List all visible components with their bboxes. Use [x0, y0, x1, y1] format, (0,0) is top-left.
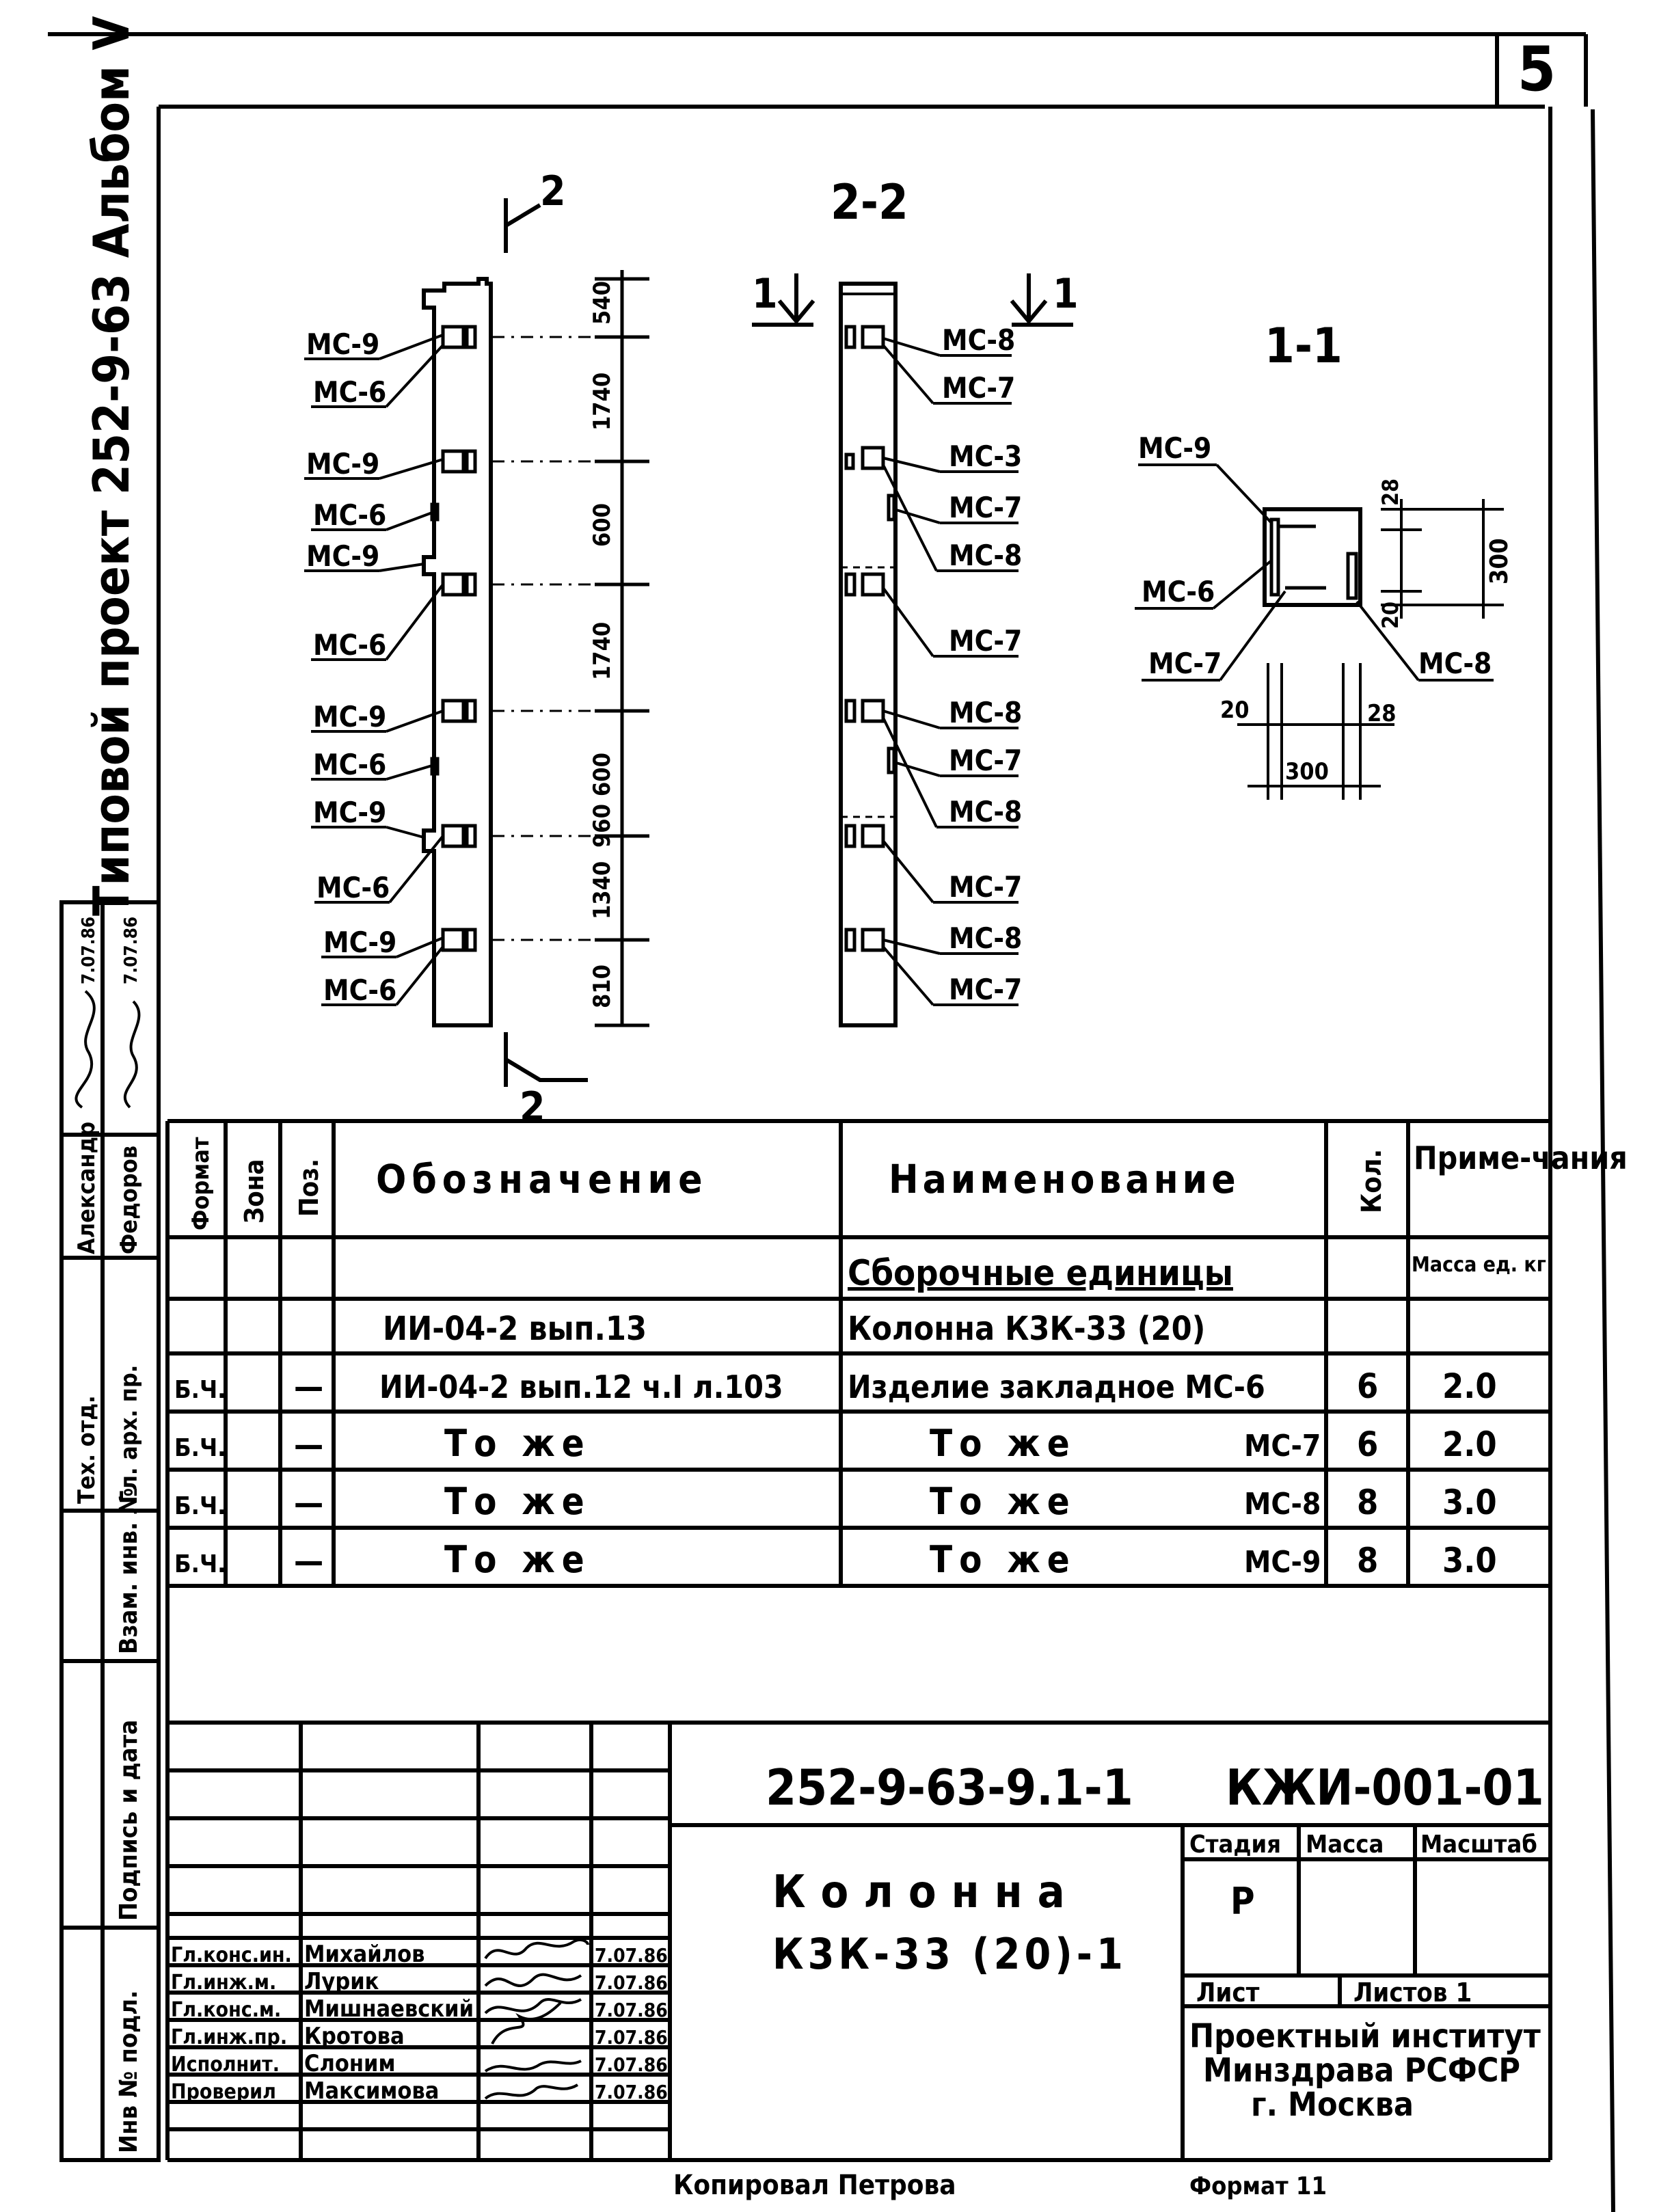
- section-2-2-view: [752, 174, 1079, 1025]
- stamp-signature-date: Подпись и дата: [115, 1719, 143, 1921]
- left-label-9: МС-9: [313, 796, 387, 829]
- row-4-pos: —: [294, 1484, 324, 1522]
- hdr-format: Формат: [187, 1137, 215, 1230]
- s11-label-mc7: МС-7: [1148, 647, 1222, 680]
- signer-2-name: Лурик: [304, 1968, 379, 1995]
- signer-5-date: 7.07.86: [595, 2053, 668, 2076]
- row-3-mark: МС-7: [1244, 1429, 1321, 1464]
- section-row-name: Сборочные единицы: [848, 1253, 1233, 1294]
- page-number: 5: [1517, 33, 1556, 105]
- sign-name-1: Александр: [73, 1121, 100, 1254]
- left-dim-4: 1740: [589, 621, 616, 680]
- org-line-2: Минздрава РСФСР: [1203, 2051, 1521, 2090]
- hdr-notes: Приме-чания: [1414, 1139, 1628, 1176]
- hdr-qty: Кол.: [1356, 1148, 1388, 1213]
- mid-label-8: МС-7: [949, 744, 1023, 777]
- left-dim-2: 1740: [589, 372, 616, 431]
- row-5-qty: 8: [1357, 1541, 1379, 1580]
- section-cut-mark-top: [506, 198, 540, 253]
- row-5-mark: МС-9: [1244, 1545, 1321, 1580]
- signer-1-role: Гл.конс.ин.: [171, 1943, 292, 1967]
- mid-label-5: МС-8: [949, 539, 1023, 572]
- left-label-3: МС-9: [306, 447, 380, 481]
- doc-code: 252-9-63-9.1-1 КЖИ-001-01: [766, 1759, 1544, 1816]
- row-2-notes: 2.0: [1442, 1366, 1497, 1406]
- signer-5-role: Исполнит.: [171, 2053, 280, 2077]
- s11-label-mc6: МС-6: [1142, 575, 1215, 608]
- sign-role-2: Гл. арх. пр.: [116, 1364, 143, 1504]
- left-label-8: МС-6: [313, 748, 387, 781]
- row-4-format: Б.Ч.: [174, 1492, 226, 1520]
- signer-4-name: Кротова: [304, 2023, 405, 2050]
- left-label-10: МС-6: [316, 871, 390, 904]
- sign-name-2: Федоров: [116, 1145, 143, 1254]
- mid-label-9: МС-8: [949, 795, 1023, 828]
- stamp-inv-orig: Инв № подл.: [115, 1990, 143, 2153]
- row-4-qty: 8: [1357, 1483, 1379, 1522]
- mid-leaders: [883, 338, 1019, 1005]
- section-1-left-label: 1: [752, 270, 778, 318]
- signer-3-role: Гл.конс.м.: [171, 1998, 282, 2022]
- stage-value: Р: [1230, 1880, 1255, 1923]
- left-dim-1: 540: [589, 281, 616, 325]
- title-block: [167, 1723, 1550, 2160]
- side-signature-1: [76, 991, 94, 1107]
- copied-by: Копировал Петрова: [673, 2170, 956, 2201]
- sign-date-1: 7.07.86: [79, 916, 99, 984]
- row-2-format: Б.Ч.: [174, 1376, 226, 1404]
- section-11-plates: [1271, 520, 1356, 598]
- s11-dim-20-h: 20: [1220, 697, 1250, 724]
- sign-role-1: Тех. отд.: [73, 1395, 100, 1504]
- s11-dim-28-h: 28: [1367, 700, 1397, 727]
- mid-label-6: МС-7: [949, 624, 1023, 658]
- left-dim-6: 960: [589, 804, 616, 848]
- title-line-2: К3К-33 (20)-1: [772, 1929, 1127, 1979]
- row-1-name: Колонна К3К-33 (20): [848, 1310, 1206, 1348]
- stage-label: Стадия: [1189, 1831, 1282, 1859]
- row-5-format: Б.Ч.: [174, 1550, 226, 1578]
- row-2-pos: —: [294, 1368, 324, 1406]
- hdr-pos: Поз.: [294, 1159, 324, 1217]
- column-mid-outline: [841, 284, 895, 1025]
- mid-label-12: МС-7: [949, 973, 1023, 1006]
- row-3-qty: 6: [1357, 1425, 1379, 1464]
- signer-1-date: 7.07.86: [595, 1944, 668, 1967]
- mid-label-2: МС-7: [942, 371, 1016, 405]
- hdr-designation: Обозначение: [376, 1156, 708, 1202]
- s11-label-mc9: МС-9: [1138, 431, 1212, 465]
- left-label-1: МС-9: [306, 327, 380, 361]
- left-label-5: МС-9: [306, 539, 380, 573]
- signer-4-date: 7.07.86: [595, 2026, 668, 2049]
- left-leaders: [304, 335, 443, 1005]
- row-5-pos: —: [294, 1542, 324, 1580]
- mid-label-4: МС-7: [949, 491, 1023, 524]
- left-dim-5: 600: [589, 753, 616, 796]
- format-label: Формат 11: [1189, 2172, 1327, 2200]
- mid-label-7: МС-8: [949, 696, 1023, 729]
- sheets-label: Листов 1: [1353, 1978, 1472, 2008]
- section-11-title: 1-1: [1265, 318, 1343, 374]
- signer-3-date: 7.07.86: [595, 1999, 668, 2021]
- section-1-1-view: [1135, 318, 1513, 800]
- sign-date-2: 7.07.86: [121, 916, 141, 984]
- left-dim-8: 810: [589, 965, 616, 1008]
- embedded-items-mid: [846, 327, 894, 950]
- left-label-4: МС-6: [313, 498, 387, 532]
- section-row-notes: Масса ед. кг: [1412, 1253, 1546, 1277]
- signer-5-name: Слоним: [304, 2050, 396, 2077]
- album-title: Типовой проект 252-9-63 Альбом V: [83, 16, 140, 916]
- row-2-name: Изделие закладное МС-6: [848, 1368, 1265, 1405]
- left-label-11: МС-9: [323, 926, 397, 959]
- signer-6-date: 7.07.86: [595, 2081, 668, 2103]
- row-5-designation: То же: [444, 1538, 591, 1581]
- mid-label-1: МС-8: [942, 323, 1016, 357]
- row-4-designation: То же: [444, 1480, 591, 1523]
- title-line-1: Колонна: [772, 1865, 1080, 1918]
- row-3-name: То же: [930, 1422, 1077, 1465]
- mid-dashed-bands: [841, 567, 895, 817]
- section-cut-mark-bottom: [506, 1032, 588, 1087]
- section-22-title: 2-2: [831, 174, 908, 230]
- column-left-outline: [424, 279, 491, 1025]
- row-2-qty: 6: [1357, 1366, 1379, 1406]
- mid-label-11: МС-8: [949, 921, 1023, 955]
- section-cut-top-label: 2: [540, 167, 566, 215]
- embedded-items-left: [432, 327, 475, 950]
- mid-label-10: МС-7: [949, 870, 1023, 904]
- s11-dim-20-v: 20: [1377, 601, 1403, 629]
- s11-dim-300-h: 300: [1285, 758, 1329, 785]
- left-dim-7: 1340: [589, 861, 616, 919]
- left-label-7: МС-9: [313, 700, 387, 733]
- signer-3-name: Мишнаевский: [304, 1995, 474, 2023]
- signer-1-name: Михайлов: [304, 1941, 425, 1968]
- left-label-12: МС-6: [323, 973, 397, 1007]
- s11-dim-28-top: 28: [1377, 478, 1403, 506]
- scale-label: Масштаб: [1420, 1831, 1537, 1859]
- elevation-view: [304, 167, 649, 1131]
- org-line-3: г. Москва: [1251, 2086, 1414, 2124]
- hdr-zone: Зона: [239, 1159, 269, 1224]
- row-4-name: То же: [930, 1480, 1077, 1523]
- side-strip: [62, 16, 159, 2160]
- signer-6-role: Проверил: [171, 2080, 276, 2104]
- sheet-label: Лист: [1196, 1978, 1260, 2008]
- section-cut-bottom-label: 2: [520, 1083, 545, 1131]
- hdr-name: Наименование: [889, 1156, 1240, 1202]
- left-dim-3: 600: [589, 503, 616, 547]
- row-4-notes: 3.0: [1442, 1483, 1497, 1522]
- signer-6-name: Максимова: [304, 2077, 440, 2105]
- section-1-right-label: 1: [1053, 270, 1079, 318]
- row-3-designation: То же: [444, 1422, 591, 1465]
- side-signature-2: [125, 1001, 139, 1107]
- s11-label-mc8: МС-8: [1418, 647, 1492, 680]
- signer-2-role: Гл.инж.м.: [171, 1971, 277, 1995]
- row-4-mark: МС-8: [1244, 1487, 1321, 1522]
- row-5-notes: 3.0: [1442, 1541, 1497, 1580]
- left-label-2: МС-6: [313, 375, 387, 409]
- org-line-1: Проектный институт: [1189, 2017, 1541, 2055]
- mass-label: Масса: [1306, 1831, 1384, 1859]
- signer-4-role: Гл.инж.пр.: [171, 2025, 288, 2049]
- row-1-designation: ИИ-04-2 вып.13: [383, 1310, 647, 1348]
- row-5-name: То же: [930, 1538, 1077, 1581]
- row-3-notes: 2.0: [1442, 1425, 1497, 1464]
- signer-2-date: 7.07.86: [595, 1971, 668, 1994]
- stamp-replace-inv: Взам. инв. №: [115, 1487, 143, 1654]
- left-label-6: МС-6: [313, 628, 387, 662]
- s11-dim-300-v: 300: [1485, 538, 1513, 584]
- row-3-pos: —: [294, 1426, 324, 1464]
- mid-label-3: МС-3: [949, 440, 1023, 473]
- row-3-format: Б.Ч.: [174, 1434, 226, 1462]
- row-2-designation: ИИ-04-2 вып.12 ч.I л.103: [379, 1368, 783, 1405]
